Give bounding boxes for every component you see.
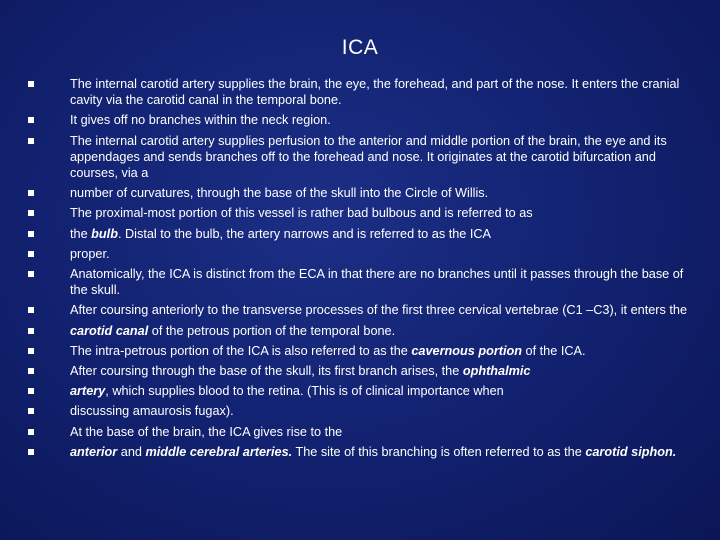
square-bullet-icon [28, 81, 34, 87]
bullet-list [28, 76, 693, 464]
square-bullet-icon [28, 251, 34, 257]
emphasized-text: ophthalmic [462, 364, 531, 379]
square-bullet-icon [28, 307, 34, 313]
square-bullet-icon [28, 408, 34, 414]
square-bullet-icon [28, 210, 34, 216]
bullet-text: of the ICA. [522, 343, 586, 358]
bullet-item [28, 112, 693, 128]
bullet-text: discussing amaurosis fugax). [70, 404, 234, 419]
bullet-item [28, 133, 693, 182]
square-bullet-icon [28, 231, 34, 237]
bullet-text: After coursing anteriorly to the transverse processes of the first three cervical vertebrae (C1 –C3), it enters the [70, 303, 688, 318]
square-bullet-icon [28, 328, 34, 334]
square-bullet-icon [28, 271, 34, 277]
bullet-item [28, 266, 693, 298]
bullet-text: At the base of the brain, the ICA gives rise to the [70, 424, 343, 439]
emphasized-text: carotid siphon. [585, 444, 677, 459]
bullet-text: Anatomically, the ICA is distinct from the ECA in that there are no branches until it passes through the base of the skull. [70, 267, 684, 298]
bullet-item [28, 185, 693, 201]
bullet-item [28, 403, 693, 419]
emphasized-text: cavernous portion [411, 343, 523, 358]
bullet-text: After coursing through the base of the skull, its first branch arises, the [70, 364, 463, 379]
bullet-text: , which supplies blood to the retina. (This is of clinical importance when [105, 384, 504, 399]
slide-title: ICA [341, 36, 379, 59]
bullet-item [28, 323, 693, 339]
emphasized-text: bulb [91, 226, 118, 241]
bullet-text: The proximal-most portion of this vessel is rather bad bulbous and is referred to as [70, 206, 533, 221]
bullet-text: . Distal to the bulb, the artery narrows and is referred to as the ICA [117, 226, 492, 241]
bullet-text: It gives off no branches within the neck region. [70, 113, 331, 128]
emphasized-text: carotid canal [70, 323, 149, 338]
square-bullet-icon [28, 190, 34, 196]
square-bullet-icon [28, 368, 34, 374]
bullet-text: The intra-petrous portion of the ICA is also referred to as the [70, 343, 412, 358]
bullet-text: proper. [70, 246, 110, 261]
square-bullet-icon [28, 117, 34, 123]
bullet-item [28, 205, 693, 221]
bullet-item [28, 246, 693, 262]
bullet-text: number of curvatures, through the base of the skull into the Circle of Willis. [70, 186, 489, 201]
bullet-item [28, 76, 693, 108]
square-bullet-icon [28, 388, 34, 394]
square-bullet-icon [28, 449, 34, 455]
bullet-text: of the petrous portion of the temporal bone. [148, 323, 396, 338]
bullet-item [28, 444, 693, 460]
square-bullet-icon [28, 348, 34, 354]
square-bullet-icon [28, 138, 34, 144]
bullet-item [28, 343, 693, 359]
emphasized-text: anterior [70, 444, 118, 459]
bullet-text: The internal carotid artery supplies perfusion to the anterior and middle portion of the brain, the eye and its appendages and sends branches off to the forehead and nose. It originates at the carotid bifurcation and courses, via a [70, 133, 667, 181]
emphasized-text: middle cerebral arteries. [145, 444, 293, 459]
bullet-item [28, 226, 693, 242]
bullet-item [28, 302, 693, 318]
bullet-text: and [117, 444, 146, 459]
bullet-item [28, 383, 693, 399]
bullet-text: the [70, 226, 92, 241]
bullet-item [28, 424, 693, 440]
square-bullet-icon [28, 429, 34, 435]
bullet-item [28, 363, 693, 379]
bullet-text: The site of this branching is often referred to as the [292, 444, 586, 459]
bullet-text: The internal carotid artery supplies the brain, the eye, the forehead, and part of the nose. It enters the cranial cavity via the carotid canal in the temporal bone. [70, 77, 680, 108]
emphasized-text: artery [70, 384, 106, 399]
